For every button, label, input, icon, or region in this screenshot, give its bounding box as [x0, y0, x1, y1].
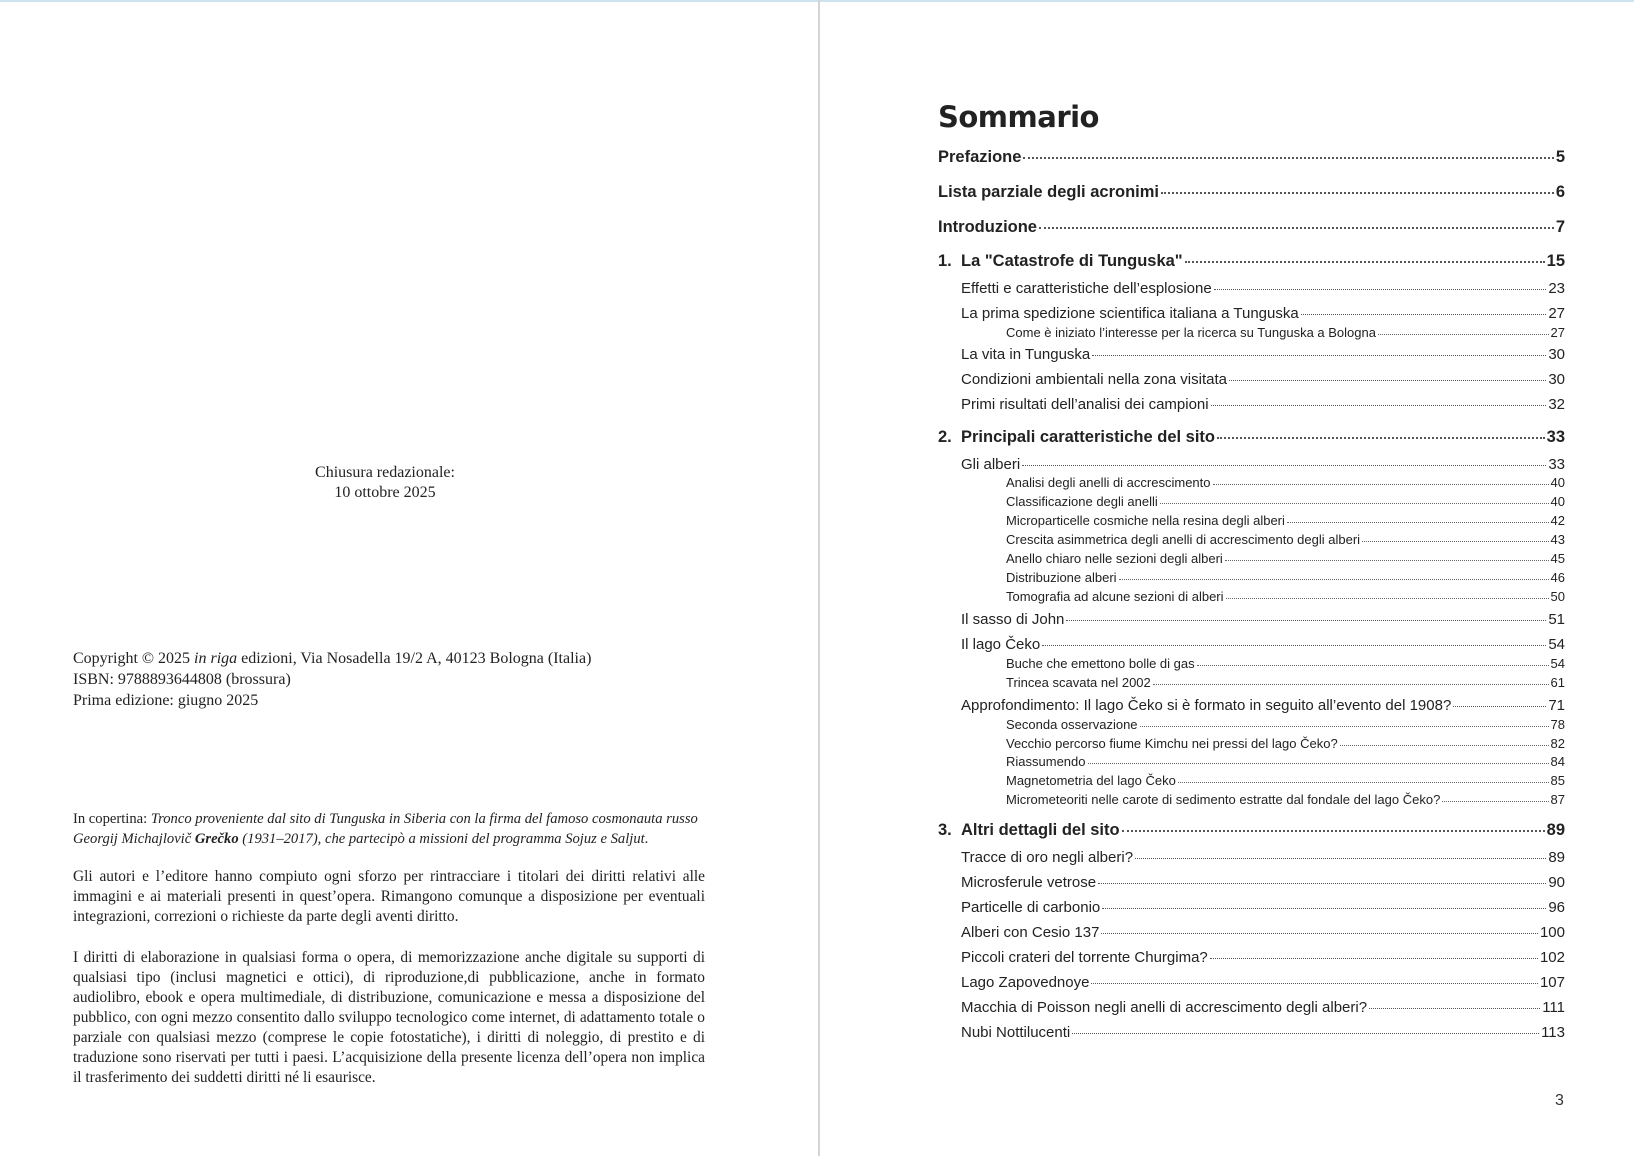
toc-entry-title: Classificazione degli anelli	[1006, 494, 1158, 509]
cover-name: Grečko	[194, 831, 239, 847]
toc-leader-dots	[1178, 782, 1549, 783]
toc-leader-dots	[1153, 684, 1549, 685]
toc-entry	[961, 874, 1565, 891]
toc-entry-page: 27	[1550, 325, 1565, 340]
toc-entry-page: 43	[1550, 532, 1565, 547]
toc-entry-title: Vecchio percorso fiume Kimchu nei pressi del lago Čeko?	[1006, 736, 1338, 751]
toc-entry-title: Gli alberi	[961, 456, 1021, 473]
toc-leader-dots	[1210, 958, 1538, 959]
toc-entry	[961, 849, 1565, 866]
toc-leader-dots	[1072, 1033, 1539, 1034]
toc-entry-title: Particelle di carbonio	[961, 899, 1101, 916]
toc-leader-dots	[1340, 745, 1549, 746]
toc-entry-page: 100	[1539, 924, 1565, 941]
toc-entry-page: 107	[1539, 974, 1565, 991]
toc-entry	[938, 821, 1565, 840]
toc-entry	[1006, 717, 1565, 732]
toc-leader-dots	[1369, 1008, 1540, 1009]
toc-leader-dots	[1101, 933, 1538, 934]
toc-leader-dots	[1213, 484, 1549, 485]
toc-entry	[938, 252, 1565, 271]
toc-entry	[961, 371, 1565, 388]
toc-leader-dots	[1091, 983, 1538, 984]
toc-entry-page: 7	[1555, 218, 1565, 236]
toc-entry-title: Alberi con Cesio 137	[961, 924, 1100, 941]
right-page	[820, 0, 1634, 1156]
toc-entry-page: 50	[1550, 589, 1565, 604]
toc-entry-number: 1.	[938, 252, 952, 270]
toc-leader-dots	[1214, 289, 1547, 290]
toc-entry	[1006, 532, 1565, 547]
toc-entry-title: Lista parziale degli acronimi	[938, 183, 1159, 201]
toc-entry-page: 82	[1550, 736, 1565, 751]
toc-leader-dots	[1088, 763, 1549, 764]
toc-leader-dots	[1217, 437, 1545, 439]
toc-leader-dots	[1197, 665, 1549, 666]
toc-leader-dots	[1226, 598, 1549, 599]
toc-entry-title: Tracce di oro negli alberi?	[961, 849, 1134, 866]
toc-entry-page: 40	[1550, 475, 1565, 490]
toc-leader-dots	[1442, 801, 1548, 802]
toc-entry-title: Distribuzione alberi	[1006, 570, 1117, 585]
toc-entry	[1006, 494, 1565, 509]
toc-leader-dots	[1066, 620, 1546, 621]
toc-entry	[961, 999, 1565, 1016]
toc-entry	[1006, 792, 1565, 807]
toc-leader-dots	[1122, 830, 1545, 832]
toc-leader-dots	[1301, 314, 1547, 315]
toc-entry-title: Crescita asimmetrica degli anelli di accrescimento degli alberi	[1006, 532, 1361, 547]
toc-entry-page: 102	[1539, 949, 1565, 966]
toc-leader-dots	[1378, 334, 1549, 335]
toc-entry-page: 30	[1548, 346, 1565, 363]
toc-entry	[1006, 773, 1565, 788]
isbn-line: ISBN: 9788893644808 (brossura)	[73, 671, 291, 688]
toc-leader-dots	[1042, 645, 1546, 646]
toc-entry-page: 46	[1550, 570, 1565, 585]
toc-entry	[961, 974, 1565, 991]
rights-holders-paragraph: Gli autori e l’editore hanno compiuto ogni sforzo per rintracciare i titolari dei diritti relativi alle immagini e ai materiali presenti in quest’opera. Rimangono comunque a disposizione per eventuali integrazioni, correzioni o richieste da parte degli aventi diritto.	[73, 868, 705, 925]
toc-entry-page: 6	[1555, 183, 1565, 201]
copyright-line	[73, 648, 713, 669]
toc-entry	[1006, 589, 1565, 604]
copyright-rest: edizioni, Via Nosadella 19/2 A, 40123 Bologna (Italia)	[237, 650, 592, 667]
toc-entry	[1006, 513, 1565, 528]
toc-entry-page: 51	[1548, 611, 1565, 628]
toc-entry-page: 54	[1548, 636, 1565, 653]
toc-entry	[961, 1024, 1565, 1041]
toc-leader-dots	[1161, 192, 1554, 194]
toc-leader-dots	[1185, 261, 1545, 263]
toc-leader-dots	[1453, 706, 1546, 707]
toc-entry	[961, 456, 1565, 473]
toc-entry	[1006, 754, 1565, 769]
toc-leader-dots	[1039, 227, 1554, 229]
toc-entry-title: Condizioni ambientali nella zona visitata	[961, 371, 1227, 388]
toc-entry	[938, 428, 1565, 447]
toc-entry-page: 30	[1548, 371, 1565, 388]
toc-entry-title: Nubi Nottilucenti	[961, 1024, 1071, 1041]
toc-entry-title: Seconda osservazione	[1006, 717, 1138, 732]
toc-entry-page: 71	[1548, 697, 1565, 714]
toc-entry-title: La "Catastrofe di Tunguska"	[961, 252, 1183, 270]
toc-entry	[1006, 325, 1565, 340]
toc-entry-page: 5	[1555, 148, 1565, 166]
toc-leader-dots	[1211, 405, 1547, 406]
toc-entry-title: Micrometeoriti nelle carote di sedimento estratte dal fondale del lago Čeko?	[1006, 792, 1441, 807]
toc-leader-dots	[1023, 157, 1553, 159]
toc-entry	[961, 636, 1565, 653]
toc-entry-page: 42	[1550, 513, 1565, 528]
toc-entry-title: Buche che emettono bolle di gas	[1006, 656, 1195, 671]
toc-entry-number: 2.	[938, 428, 952, 446]
closing-date: 10 ottobre 2025	[334, 484, 436, 501]
toc-entry	[1006, 570, 1565, 585]
toc-entry-title: La vita in Tunguska	[961, 346, 1091, 363]
closing-label: Chiusura redazionale:	[315, 464, 455, 481]
toc-leader-dots	[1092, 355, 1546, 356]
toc-entry-title: Primi risultati dell’analisi dei campioni	[961, 396, 1209, 413]
toc-entry-title: Tomografia ad alcune sezioni di alberi	[1006, 589, 1224, 604]
toc-entry	[1006, 656, 1565, 671]
toc-entry-page: 54	[1550, 656, 1565, 671]
cover-text-1: Tronco proveniente dal sito di Tunguska in Siberia con la firma del famoso cosmonauta russo Georgij Michajlovič	[73, 811, 698, 847]
cover-label: In copertina:	[73, 811, 151, 827]
toc-entry-title: Microparticelle cosmiche nella resina degli alberi	[1006, 513, 1285, 528]
toc-entry-title: Riassumendo	[1006, 754, 1086, 769]
toc-entry-page: 89	[1546, 821, 1565, 839]
cover-text-2: (1931–2017), che partecipò a missioni del programma Sojuz e Saljut	[238, 831, 645, 847]
toc-entry-title: Lago Zapovednoye	[961, 974, 1090, 991]
toc-leader-dots	[1229, 380, 1546, 381]
cover-caption	[73, 809, 705, 849]
toc-entry	[938, 218, 1565, 237]
toc-entry-page: 15	[1546, 252, 1565, 270]
toc-entry	[961, 949, 1565, 966]
toc-entry-title: Effetti e caratteristiche dell’esplosione	[961, 280, 1212, 297]
toc-entry	[938, 183, 1565, 202]
toc-entry-page: 84	[1550, 754, 1565, 769]
toc-entry	[961, 305, 1565, 322]
toc-leader-dots	[1098, 883, 1546, 884]
toc-entry-page: 111	[1542, 999, 1565, 1016]
toc-leader-dots	[1362, 541, 1548, 542]
toc-entry-page: 45	[1550, 551, 1565, 566]
toc-entry-title: La prima spedizione scientifica italiana a Tunguska	[961, 305, 1299, 322]
toc-entry-page: 113	[1541, 1024, 1565, 1041]
toc-leader-dots	[1287, 522, 1549, 523]
toc-entry	[961, 346, 1565, 363]
toc-entry-page: 90	[1548, 874, 1565, 891]
toc-entry-title: Il lago Čeko	[961, 636, 1041, 653]
toc-entry	[1006, 551, 1565, 566]
toc-entry	[961, 899, 1565, 916]
toc-entry	[938, 148, 1565, 167]
rights-reserved-paragraph: I diritti di elaborazione in qualsiasi forma o opera, di memorizzazione anche digitale su supporti di qualsiasi tipo (inclusi magnetici e ottici), di riproduzione,di pubblicazione, anche in formato audiolibro, ebook e opera multimediale, di distribuzione, comunicazione e messa a disposizione del pubblico, con ogni mezzo consentito dallo sviluppo tecnologico come internet, di adattamento totale o parziale con qualsiasi mezzo (comprese le copie fotostatiche), i diritti di noleggio, di prestito e di traduzione sono riservati per tutti i paesi. L’acquisizione della presente licenza dell’opera non implica il trasferimento dei suddetti diritti né li esaurisce.	[73, 949, 705, 1086]
editorial-closing	[230, 463, 540, 503]
toc-entry-title: Principali caratteristiche del sito	[961, 428, 1216, 446]
toc-entry	[961, 396, 1565, 413]
first-edition-line: Prima edizione: giugno 2025	[73, 692, 259, 709]
toc-entry	[961, 611, 1565, 628]
toc-entry-title: Piccoli crateri del torrente Churgima?	[961, 949, 1208, 966]
page-number: 3	[1555, 1092, 1564, 1109]
toc-entry-page: 61	[1550, 675, 1565, 690]
cover-end: .	[644, 831, 649, 847]
toc-entry-page: 23	[1548, 280, 1565, 297]
toc-leader-dots	[1022, 465, 1546, 466]
toc-entry-title: Introduzione	[938, 218, 1037, 236]
toc-entry-page: 27	[1548, 305, 1565, 322]
toc-entry-title: Trincea scavata nel 2002	[1006, 675, 1151, 690]
copyright-block	[73, 648, 713, 711]
copyright-prefix: Copyright © 2025	[73, 650, 195, 667]
toc-entry	[1006, 736, 1565, 751]
toc-leader-dots	[1140, 726, 1549, 727]
toc-entry-page: 85	[1550, 773, 1565, 788]
toc-entry-page: 40	[1550, 494, 1565, 509]
toc-entry-page: 96	[1548, 899, 1565, 916]
toc-entry-title: Analisi degli anelli di accrescimento	[1006, 475, 1211, 490]
toc-entry	[961, 280, 1565, 297]
toc-leader-dots	[1225, 560, 1549, 561]
toc-entry	[1006, 475, 1565, 490]
toc-entry-title: Prefazione	[938, 148, 1022, 166]
toc-leader-dots	[1160, 503, 1549, 504]
toc-entry-title: Il sasso di John	[961, 611, 1065, 628]
toc-entry-title: Microsferule vetrose	[961, 874, 1097, 891]
toc-entry-title: Approfondimento: Il lago Čeko si è formato in seguito all’evento del 1908?	[961, 697, 1452, 714]
toc-entry-title: Anello chiaro nelle sezioni degli alberi	[1006, 551, 1223, 566]
toc-leader-dots	[1102, 908, 1546, 909]
toc-leader-dots	[1135, 858, 1546, 859]
toc-entry-title: Come è iniziato l’interesse per la ricerca su Tunguska a Bologna	[1006, 325, 1376, 340]
toc-entry	[961, 924, 1565, 941]
publisher-brand: in riga	[194, 650, 238, 667]
toc-entry-number: 3.	[938, 821, 952, 839]
toc-entry	[1006, 675, 1565, 690]
toc-entry	[961, 697, 1565, 714]
toc-entry-page: 32	[1548, 396, 1565, 413]
toc-entry-page: 87	[1550, 792, 1565, 807]
toc-leader-dots	[1119, 579, 1549, 580]
toc-entry-title: Macchia di Poisson negli anelli di accrescimento degli alberi?	[961, 999, 1368, 1016]
toc-entry-title: Altri dettagli del sito	[961, 821, 1120, 839]
toc-entry-page: 89	[1548, 849, 1565, 866]
toc-entry-title: Magnetometria del lago Čeko	[1006, 773, 1176, 788]
page-title: Sommario	[938, 100, 1099, 134]
toc-entry-page: 33	[1546, 428, 1565, 446]
toc-entry-page: 33	[1548, 456, 1565, 473]
toc-entry-page: 78	[1550, 717, 1565, 732]
